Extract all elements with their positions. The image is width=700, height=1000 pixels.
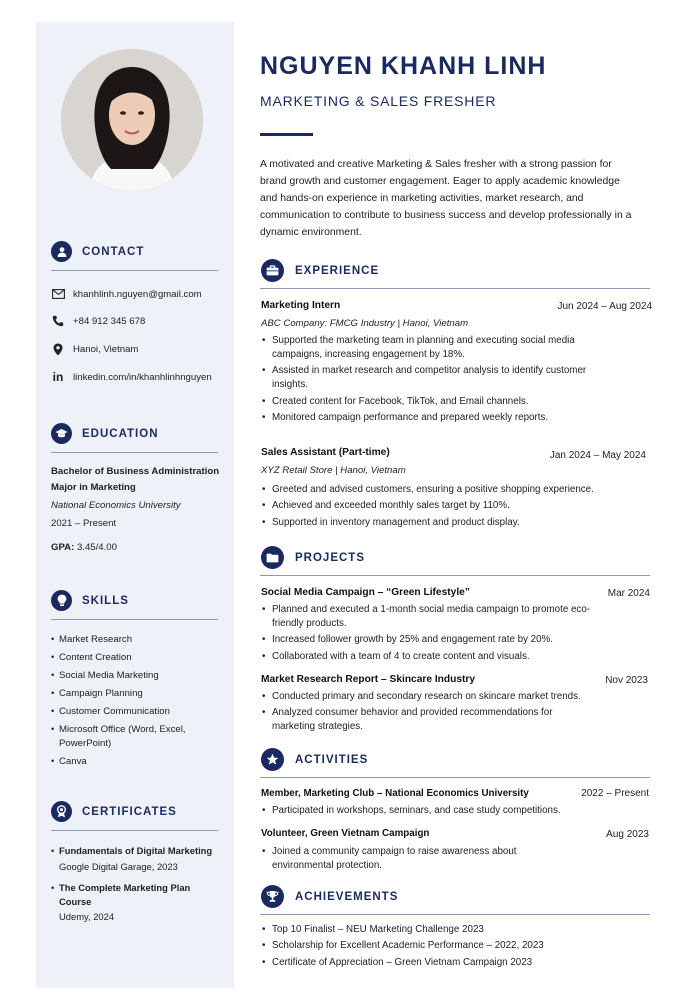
project-date: Mar 2024 [607, 588, 650, 599]
achievement-item: • Scholarship for Excellent Academic Performance – 2022, 2023 [261, 939, 646, 953]
job-bullet: • Supported in inventory management and product display. [261, 516, 646, 530]
activity-title: Volunteer, Green Vietnam Campaign [261, 828, 430, 839]
activity-bullet: • Joined a community campaign to raise awareness about environmental protection. [261, 845, 561, 873]
contact-linkedin[interactable] [51, 370, 212, 384]
job-date: Jun 2024 – Aug 2024 [557, 301, 652, 312]
project-bullets [261, 603, 591, 666]
activity-date: Aug 2023 [606, 829, 649, 840]
certificate-title: • The Complete Marketing Plan Course [59, 882, 191, 907]
contact-phone[interactable] [51, 314, 145, 328]
job-bullets [261, 334, 606, 428]
job-company: XYZ Retail Store | Hanoi, Vietnam [261, 465, 406, 476]
project-title: Social Media Campaign – “Green Lifestyle” [261, 587, 470, 598]
achievements-heading-label: ACHIEVEMENTS [295, 890, 399, 903]
activities-heading [261, 748, 368, 771]
phone-icon [51, 314, 65, 328]
linkedin-icon: in [52, 370, 64, 384]
project-bullet: • Increased follower growth by 25% and engagement rate by 20%. [261, 633, 591, 647]
activity-bullets [261, 804, 646, 820]
lightbulb-icon [51, 590, 72, 611]
skill-item: • Microsoft Office (Word, Excel, PowerPoint) [51, 723, 221, 750]
contact-email[interactable] [51, 287, 202, 301]
contact-heading [51, 241, 144, 262]
projects-heading-label: PROJECTS [295, 551, 365, 564]
activity-bullets [261, 845, 561, 875]
education-major: Major in Marketing [51, 482, 136, 493]
contact-divider [51, 270, 218, 271]
activity-title: Member, Marketing Club – National Economics University [261, 788, 529, 799]
skill-item: • Campaign Planning [51, 687, 221, 701]
skills-list [51, 633, 221, 773]
skill-item: • Customer Communication [51, 705, 221, 719]
activities-heading-label: ACTIVITIES [295, 753, 369, 766]
contact-linkedin-text: linkedin.com/in/khanhlinhnguyen [73, 371, 212, 383]
contact-phone-text: +84 912 345 678 [73, 315, 146, 327]
project-bullet: • Collaborated with a team of 4 to create content and visuals. [261, 650, 591, 664]
achievements-divider [260, 914, 650, 915]
job-bullet: • Assisted in market research and competitor analysis to identify customer insights. [261, 364, 606, 392]
location-pin-icon [51, 342, 65, 356]
project-bullet: • Planned and executed a 1-month social media campaign to promote eco-friendly products. [261, 603, 591, 631]
contact-heading-label: CONTACT [82, 245, 145, 258]
email-icon [51, 287, 65, 301]
skill-item: • Canva [51, 755, 221, 769]
achievements-list [261, 923, 646, 972]
activity-bullet: • Participated in workshops, seminars, and case study competitions. [261, 804, 646, 818]
gpa-value: 3.45/4.00 [76, 542, 117, 553]
job-bullet: • Achieved and exceeded monthly sales target by 110%. [261, 499, 646, 513]
projects-divider [260, 575, 650, 576]
education-gpa [51, 541, 117, 555]
skills-heading-label: SKILLS [82, 594, 129, 607]
skill-item: • Market Research [51, 633, 221, 647]
project-bullet: • Analyzed consumer behavior and provided recommendations for marketing strategies. [261, 706, 596, 734]
activity-date: 2022 – Present [581, 788, 649, 799]
achievements-heading [261, 885, 398, 908]
skills-heading [51, 590, 129, 611]
graduation-cap-icon [51, 423, 72, 444]
contact-email-text: khanhlinh.nguyen@gmail.com [73, 288, 202, 300]
experience-heading-label: EXPERIENCE [295, 264, 380, 277]
gpa-label: GPA: [51, 542, 75, 553]
skill-item: • Content Creation [51, 651, 221, 665]
profile-summary: A motivated and creative Marketing & Sales fresher with a strong passion for brand growth and customer engagement. Eager to apply academic knowledge and hands-on experience in marketing activities, market research, and communication to contribute to business success and develop professionally in a dynamic environment. [260, 159, 632, 238]
candidate-role: MARKETING & SALES FRESHER [260, 93, 497, 109]
star-icon [261, 748, 284, 771]
certificate-issuer: Udemy, 2024 [59, 911, 115, 922]
experience-divider [260, 288, 650, 289]
job-bullet: • Greeted and advised customers, ensuring a positive shopping experience. [261, 483, 646, 497]
education-period: 2021 – Present [51, 518, 117, 529]
certificates-heading-label: CERTIFICATES [82, 805, 177, 818]
title-accent-bar [260, 133, 313, 136]
project-bullets [261, 690, 596, 737]
certificates-divider [51, 830, 218, 831]
skills-divider [51, 619, 218, 620]
certificate-item [51, 881, 221, 924]
briefcase-icon [261, 259, 284, 282]
certificates-heading [51, 801, 177, 822]
contact-location-text: Hanoi, Vietnam [73, 343, 139, 355]
education-school: National Economics University [51, 500, 181, 511]
job-bullet: • Monitored campaign performance and prepared weekly reports. [261, 411, 606, 425]
achievement-item: • Top 10 Finalist – NEU Marketing Challenge 2023 [261, 923, 646, 937]
job-company: ABC Company: FMCG Industry | Hanoi, Vietnam [261, 318, 469, 329]
job-date: Jan 2024 – May 2024 [549, 450, 646, 461]
education-heading [51, 423, 159, 444]
projects-heading [261, 546, 365, 569]
project-title: Market Research Report – Skincare Industry [261, 674, 476, 685]
education-divider [51, 452, 218, 453]
trophy-icon [261, 885, 284, 908]
contact-location [51, 342, 138, 356]
certificates-list [51, 844, 221, 928]
certificate-issuer: Google Digital Garage, 2023 [59, 860, 178, 872]
project-bullet: • Conducted primary and secondary research on skincare market trends. [261, 690, 596, 704]
profile-photo [61, 49, 203, 191]
job-bullets [261, 483, 646, 532]
project-date: Nov 2023 [605, 675, 648, 686]
job-bullet: • Created content for Facebook, TikTok, and Email channels. [261, 395, 606, 409]
education-heading-label: EDUCATION [82, 427, 159, 440]
award-icon [51, 801, 72, 822]
certificate-title: • Fundamentals of Digital Marketing [59, 845, 213, 856]
job-title: Sales Assistant (Part-time) [261, 447, 390, 458]
job-title: Marketing Intern [261, 300, 341, 311]
person-icon [51, 241, 72, 262]
candidate-name: NGUYEN KHANH LINH [260, 52, 547, 80]
experience-heading [261, 259, 379, 282]
job-bullet: • Supported the marketing team in planning and executing social media campaigns, increasing engagement by 18%. [261, 334, 606, 362]
folder-icon [261, 546, 284, 569]
skill-item: • Social Media Marketing [51, 669, 221, 683]
achievement-item: • Certificate of Appreciation – Green Vietnam Campaign 2023 [261, 956, 646, 970]
certificate-item [51, 844, 221, 873]
activities-divider [260, 777, 650, 778]
education-degree: Bachelor of Business Administration [51, 466, 220, 477]
